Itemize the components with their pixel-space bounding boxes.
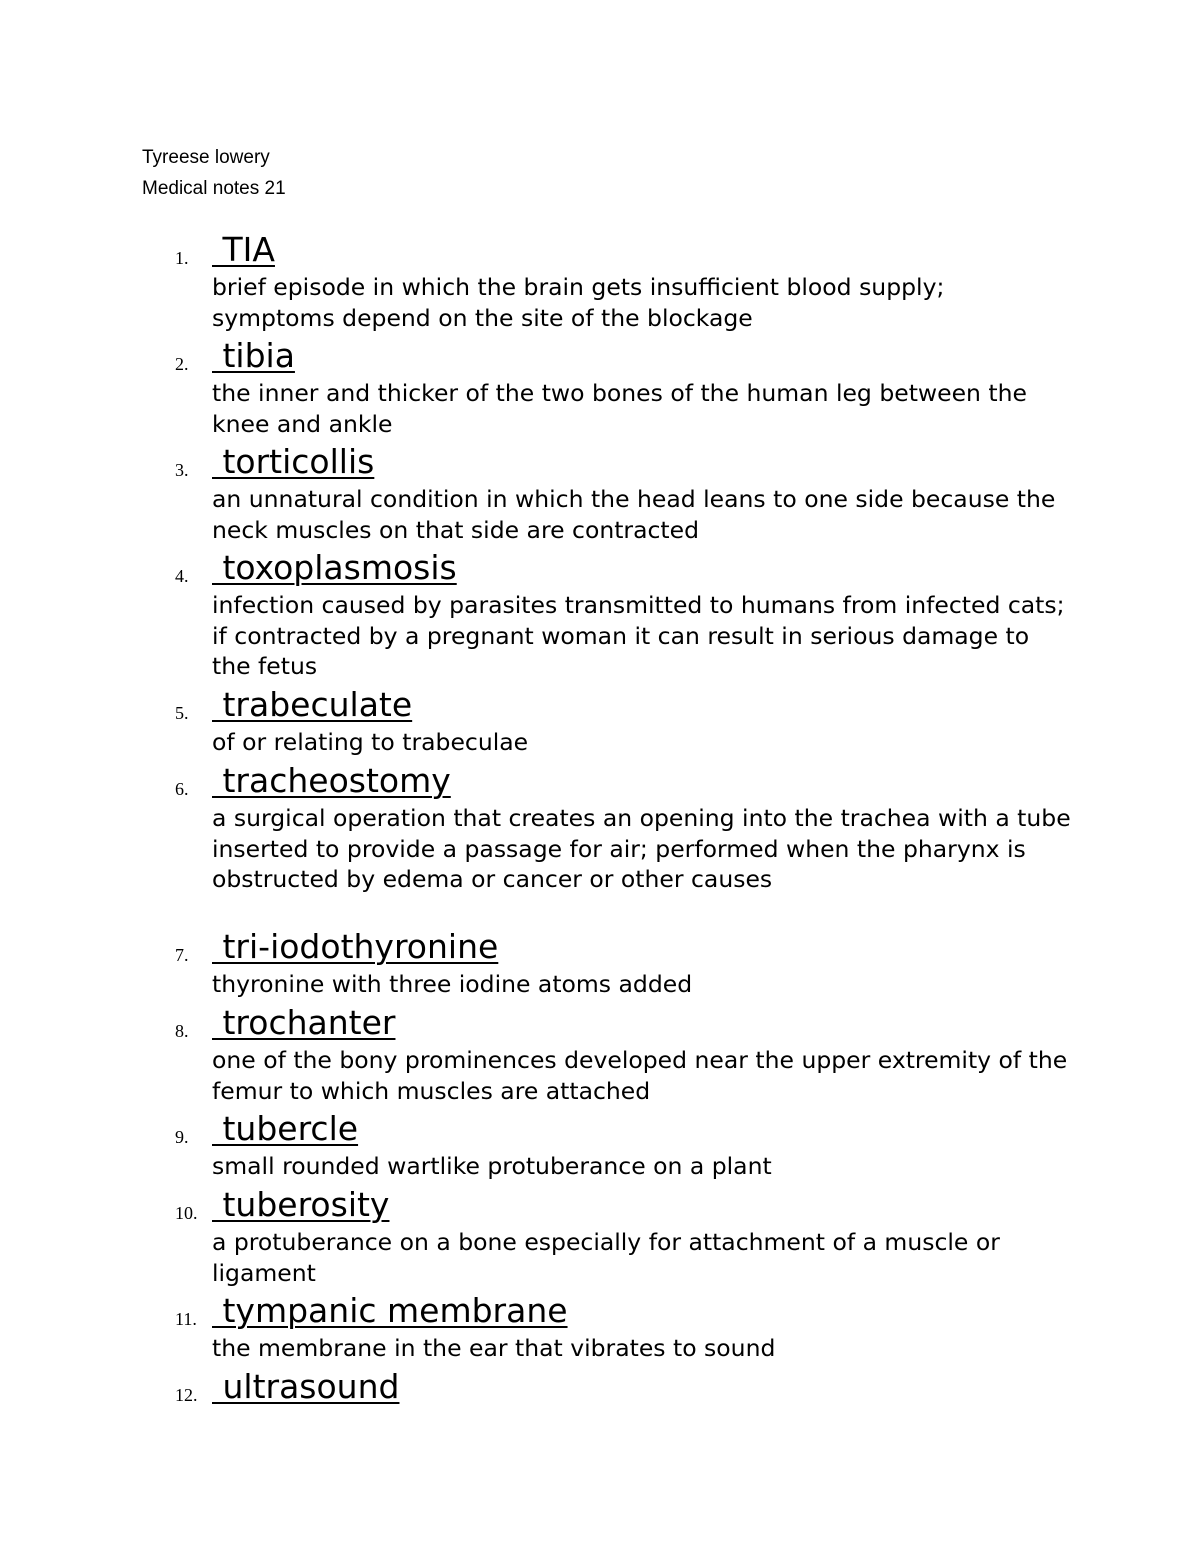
definition: a surgical operation that creates an opening into the trachea with a tube inserted to provide a passage for air; performed when the pharynx is obstructed by edema or cancer or other causes — [212, 804, 1071, 894]
item-number: 5. — [175, 703, 189, 723]
item-number: 12. — [175, 1385, 198, 1405]
term: trochanter — [212, 1003, 396, 1042]
item-number: 7. — [175, 945, 189, 965]
item-number: 9. — [175, 1127, 189, 1147]
item-number: 6. — [175, 779, 189, 799]
document-subtitle: Medical notes 21 — [142, 178, 286, 199]
author-name: Tyreese lowery — [142, 147, 270, 168]
document-header — [142, 142, 286, 204]
definition: infection caused by parasites transmitted to humans from infected cats; if contracted by a pregnant woman it can result in serious damage to the fetus — [212, 591, 1065, 681]
definition: small rounded wartlike protuberance on a plant — [212, 1152, 772, 1180]
item-number: 10. — [175, 1203, 198, 1223]
definition: one of the bony prominences developed near the upper extremity of the femur to which muscles are attached — [212, 1046, 1068, 1105]
item-number: 8. — [175, 1021, 189, 1041]
definition: thyronine with three iodine atoms added — [212, 970, 693, 998]
term: ultrasound — [212, 1367, 400, 1406]
item-number: 2. — [175, 354, 189, 374]
item-number: 11. — [175, 1309, 197, 1329]
term: tympanic membrane — [212, 1291, 568, 1330]
definition: a protuberance on a bone especially for attachment of a muscle or ligament — [212, 1228, 1000, 1287]
term: tuberosity — [212, 1185, 390, 1224]
definition: the inner and thicker of the two bones of the human leg between the knee and ankle — [212, 379, 1027, 438]
definition: brief episode in which the brain gets insufficient blood supply; symptoms depend on the site of the blockage — [212, 273, 945, 332]
definition: of or relating to trabeculae — [212, 728, 529, 756]
term: tubercle — [212, 1109, 359, 1148]
definition: an unnatural condition in which the head leans to one side because the neck muscles on that side are contracted — [212, 485, 1056, 544]
item-number: 1. — [175, 248, 189, 268]
term: trabeculate — [212, 685, 413, 724]
term: tri-iodothyronine — [212, 927, 499, 966]
definition: the membrane in the ear that vibrates to sound — [212, 1334, 776, 1362]
term: tracheostomy — [212, 761, 451, 800]
term: tibia — [212, 336, 295, 375]
term: toxoplasmosis — [212, 548, 457, 587]
item-number: 4. — [175, 566, 189, 586]
term: torticollis — [212, 442, 375, 481]
term: TIA — [212, 230, 275, 269]
item-number: 3. — [175, 460, 189, 480]
